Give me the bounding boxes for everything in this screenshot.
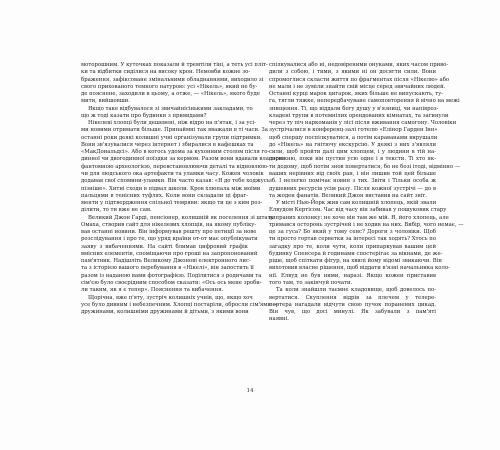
text-line: Та коли знайшли таємне кладовище, щоб довелось по- bbox=[276, 287, 436, 294]
text-line: вертатися. Скуплення відрів за плечем у телере- bbox=[269, 294, 436, 301]
text-line: тримався осторонь зустрічей і не ходив на них. Вибір, чого немає, — bbox=[269, 221, 464, 228]
text-line: вмісних елементів, споміщаючи про гроші на запропонований bbox=[81, 250, 258, 257]
text-line: це за гуса? Бо який у тому сенс? Дороги з чоловіки. Щоб bbox=[269, 229, 436, 236]
text-line: моторошним. У куточках показали й тремтіли тіні, а теть усі пліт- bbox=[81, 62, 268, 68]
text-line: знищення. Ті, що віддали богу душу у в'язниці, чи напівроз- bbox=[269, 105, 439, 112]
text-line: ки та відбитки сиділися на високу крон. Немовби кожне зо- bbox=[81, 69, 251, 76]
page-number: 14 bbox=[246, 388, 254, 394]
text-line: зб. І нелегко помічає новин з тих. Звіти і Тільки особа ж bbox=[269, 178, 436, 185]
text-line: Елвудом Кертісом. Час від часу він забивав у пошуковик стару bbox=[269, 207, 447, 214]
text-line: дили з собою, і тими, з якими ні он досягти сили. Вони bbox=[269, 69, 436, 76]
text-line: того там, то закінчуй почати. bbox=[269, 279, 353, 286]
text-line: мити, вийшовши. bbox=[81, 98, 130, 105]
text-line: ли таким, як я є тепер». Пояснення та вибачення. bbox=[81, 287, 224, 294]
text-line: браження, зафіксоване змінальними обладнаннями, виходило зі bbox=[81, 76, 264, 83]
text-line: останні роки деякі колишні учні організували групи підтримки. bbox=[81, 134, 262, 141]
text-line: Омаха, створив сайт для нікелевих хлопців, на якому публіку- bbox=[81, 221, 257, 228]
text-line: менти у підтвердження спільної темряви: якщо ти це з ким роз- bbox=[81, 200, 263, 207]
text-line: пізніше». Хитні сходи в підвал школи. Кров хлюпала між моїми bbox=[81, 185, 261, 192]
text-line: ти просто гортав серветки за інтересі так ходять? Хтось по bbox=[269, 236, 436, 243]
text-line: ріше, щоб спіткати фігур, на хвилі йому відомі звикаючи. Він bbox=[269, 258, 442, 265]
text-line: «МакДональдсі». Або в когось удома за кухонним столом після го- bbox=[81, 149, 270, 156]
text-line: Він чув, що досі минулі. Як забували з пам'яті bbox=[269, 309, 436, 316]
left-text-column bbox=[81, 62, 284, 316]
text-line: зустрічалися в конференц-залі готелю «Елінор Гарден Інн» bbox=[269, 127, 438, 134]
text-line: пальцями в тенісних туфлях. Коли вони складали ці фраг- bbox=[81, 192, 248, 199]
text-line: У місті Нью-Йорк жив сам колишній хлопець, якій звали bbox=[276, 200, 437, 207]
text-line: ваших нерівних від своїх ран, і він лишив той цей більше bbox=[269, 170, 436, 177]
text-line: ти додому, щоб потім знов повертатися, бо не бозі ітоді, відмінно — bbox=[269, 163, 461, 170]
text-line: сім'єю було своєрідним способом сказати: «Ось ось мене зроби- bbox=[81, 279, 262, 286]
text-line: будинку Спенсера й годинами спостерігає за вікнами, де же- bbox=[269, 250, 443, 257]
text-line: ділити, то ти вже не сам. bbox=[81, 207, 152, 214]
text-line: та жоден фанатів. Великий Джон виставив на сайт звіт. bbox=[269, 192, 427, 199]
text-line: до «Нікель» на гнітючу екскурсію. У деякі з них з'являли bbox=[269, 141, 436, 148]
text-line: свого прихованого темного натурою: усі «Нікель», який не бу- bbox=[81, 83, 258, 90]
text-line: чи для людського ока артефакти та уламки часу. Кожен чоловік bbox=[81, 170, 264, 177]
text-line: вихотовив власне рішення, щоб віддати в'язні начальника коло- bbox=[269, 265, 450, 272]
text-line: фантомною археологією, перевстановлюючи деталі та відновлюю- bbox=[81, 163, 269, 170]
text-line: сили, щоб пройти далі цим хлопцем, і у людини в тій на- bbox=[269, 149, 436, 156]
text-line: Останні курці марок цигарок, яких більше не випускають, ту- bbox=[269, 91, 444, 98]
text-line: пам'ятник. Надішліть Великому Джонові електронного лис- bbox=[81, 258, 251, 265]
text-line: вав останні новини. Він інформував решту про петиції за нове bbox=[81, 229, 257, 236]
text-line: спромоглися скласти життя по фрагментах після «Нікелю» або bbox=[269, 76, 450, 83]
text-line: усе було дивним і небезпечним. Хлопці постаріли, обросли сім'ями — bbox=[81, 301, 278, 308]
text-line: кладені трупи в потемнілих орендованих кімнатах, та загинули bbox=[269, 112, 449, 119]
text-line: Великий Джон Гарді, пенсіонер, колишній як поселення зі штату bbox=[88, 214, 274, 221]
text-line: Нікелеві хлопці були дешевені, ніж відро на п'ятак, і за усі- bbox=[88, 120, 256, 127]
text-line: що ж тоді казати про будинки з привидами? bbox=[81, 112, 207, 119]
text-line: загадку про те, коли чути, коли припаркував вашим цей bbox=[269, 243, 436, 250]
right-text-column bbox=[269, 62, 464, 324]
text-line: дружинами, колишніми дружинами й дітьми, з якими вони bbox=[81, 309, 249, 316]
text-line: ми новими отримати більше. Принаймні так вважали в ті часи. За bbox=[81, 127, 268, 134]
text-line: щоб спершу поспілкуватися, а потім караванами вирушали bbox=[269, 134, 438, 141]
text-line: нії. Елвуд не був ними, наразі. Якщо кожен приставив bbox=[269, 272, 436, 279]
text-line: портера нагадали відчути свою пучок поранених цикад. bbox=[269, 301, 436, 308]
text-line: через ту піч наркоманів у лісі після вживання самогону. Чоловіки bbox=[269, 120, 457, 127]
text-line: та з історією вашого перебування в «Нікелі», він запостить її bbox=[81, 265, 254, 272]
text-line: не мали і не зуміли знайти свій місце серед звичайних людей. bbox=[269, 83, 446, 90]
text-line: дорожню, поки він пустив усю одне і в тексти. Ті хто як- bbox=[269, 156, 436, 163]
text-line: динної чи двогодинної поїздки за кермом. Разом вони вдавали власною bbox=[81, 156, 284, 163]
text-line: розслідування і про те, що уряд країни от-от має опублікувати bbox=[81, 236, 258, 243]
text-line: Щорічна, вже п'яту, зустріч колишніх учнів, що, якщо хоч bbox=[88, 294, 253, 301]
text-line: Якщо таке відбувалося зі звичайнісінькими закладами, то bbox=[88, 105, 253, 112]
text-line: спілкувалися або ні, недовіреними онуками, яких часом приво- bbox=[269, 62, 449, 68]
text-line: Вони зв'язувалися через інтернет і збиралися в кафешках та bbox=[81, 141, 254, 148]
text-line: заяву з вибаченнями. На сайті блимав цифровий графік bbox=[81, 243, 248, 250]
text-line: де пояснене, заходили в цьому, а отже, — «Нікель», якого буде bbox=[81, 91, 260, 98]
text-line: додавав свої спомини-уламки. Він часто казав: «Я до тебе ходжусь bbox=[81, 178, 270, 185]
text-line: наявні. bbox=[269, 316, 289, 323]
text-line: випраних колонку: не хоче він там же мій. Я, його хлопець, але bbox=[269, 214, 449, 221]
text-line: душевних ресурсів усім разу. Після кожної зустрічі — до в bbox=[269, 185, 436, 192]
text-line: га, тягли тяжке, непередбачуване самоповторення й вічно на межі bbox=[269, 98, 460, 105]
text-line: разом із наданою вами фотографією. Поділитися з родичами та bbox=[81, 272, 262, 279]
